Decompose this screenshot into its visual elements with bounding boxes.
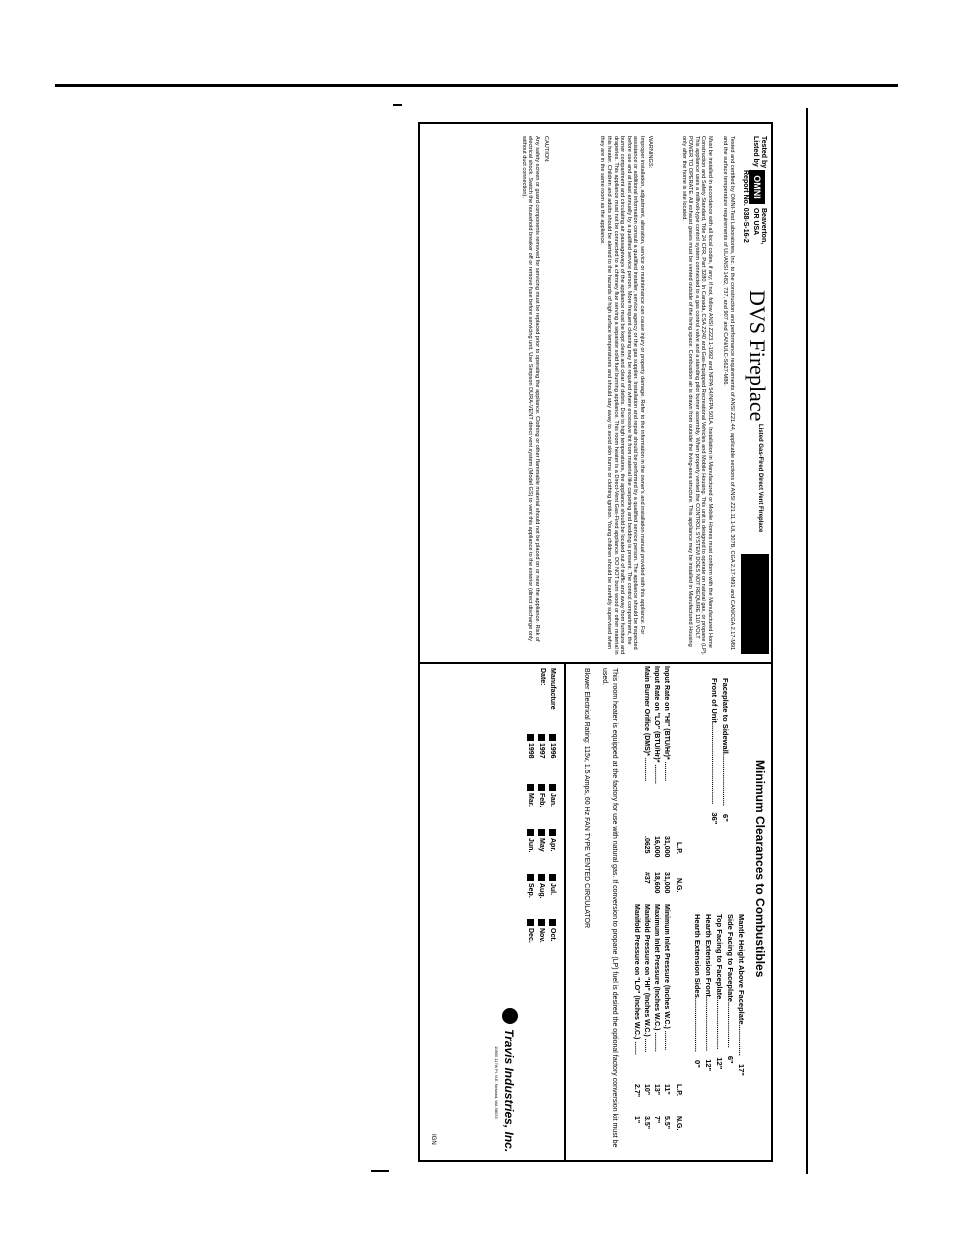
pressure-max-inlet-ng: 7" — [653, 1116, 660, 1124]
company-name: Travis Industries, Inc. — [502, 1029, 516, 1153]
pressure-manifold-hi-lp: 10" — [643, 1084, 650, 1096]
year-1997 — [537, 734, 546, 759]
month-text: Apr. — [549, 838, 556, 852]
clearance-label: Hearth Extension Front.......................... — [704, 914, 713, 1052]
rating-row-hi — [661, 666, 671, 781]
month-jun — [526, 829, 535, 852]
year-text: 1998 — [527, 743, 534, 759]
clearance-hearth-sides — [692, 914, 703, 1068]
month-text: Nov. — [538, 928, 545, 943]
report-number: Report No. 038-S-16-2 — [742, 170, 749, 243]
rating-label-text: Input Rate on "HI" (BTU/Hr)* .......... — [663, 666, 670, 782]
label-data-column — [420, 664, 771, 1160]
clearance-label: Side Facing to Faceplate...................... — [726, 914, 735, 1048]
year-1996 — [548, 734, 557, 759]
clearance-label: Front of Unit....................................... — [710, 678, 719, 805]
month-text: May — [538, 838, 545, 852]
clearance-front-of-unit — [709, 678, 720, 824]
pressure-min-inlet-lp: 11" — [663, 1084, 670, 1095]
scan-mark-top — [393, 104, 402, 106]
label-code: IGN — [430, 1134, 436, 1145]
top-rule — [55, 84, 898, 87]
product-name: DVS Fireplace — [745, 290, 770, 422]
travis-logo-icon — [502, 1008, 518, 1024]
month-nov — [537, 919, 546, 943]
clearance-label: Faceplate to Sidewall......................... — [721, 678, 730, 806]
month-text: Sep. — [527, 883, 534, 898]
rating-hi-ng: 31,000 — [663, 872, 670, 894]
tested-by-text: Tested by Listed by — [752, 136, 767, 169]
pressure-manifold-hi: Manifold Pressure on "HI" (Inches W.C.) ....... — [643, 904, 650, 1053]
serial-blackout — [741, 554, 769, 654]
warnings-heading: WARNINGS: — [647, 136, 653, 169]
scan-mark-bottom — [371, 1170, 389, 1172]
conversion-note: This room heater is equipped at the factory for use with natural gas. If conversion to propane (LP) fuel is desired the optional factory conversion kit must be used. — [601, 668, 618, 1148]
pressure-manifold-lo: Manifold Pressure on "LO" (Inches W.C.) ....... — [633, 904, 640, 1055]
manufacture-separator — [564, 664, 566, 1160]
rating-lo-ng: 18,600 — [653, 872, 660, 894]
month-sep — [526, 874, 535, 898]
month-jan — [548, 784, 557, 807]
month-apr — [548, 829, 557, 852]
ratings-col-lp: L.P. — [675, 842, 682, 854]
year-1998 — [526, 734, 535, 759]
pressure-manifold-hi-ng: 3.5" — [643, 1116, 650, 1130]
pressure-max-inlet: Maximum Inlet Pressure (Inches W.C.) .......... — [653, 904, 660, 1052]
month-text: Feb. — [538, 793, 545, 808]
month-dec — [526, 919, 535, 943]
rating-label — [418, 122, 773, 1162]
pressure-manifold-lo-ng: 1" — [633, 1116, 640, 1124]
clearance-value: 0" — [693, 1060, 702, 1068]
warnings-text: Improper installation, adjustment, alteration, service or maintenance can cause injury or property damage. Refer to the information in the owner's and installation manual provided with this appliance. For assistance or additional information consult a qualified installer, service agency or the gas supplier. Installation and repair should be performed by a qualified service person. The appliance should be inspected before use and at least annually by a qualified service person. More frequent cleaning may be required where excessive lint from material like carpeting and bedding is present. The control compartment, the burner compartment and circulating air passageways of the appliance must be kept clean and clear of debris. Due to high temperatures, the appliance should be located out of traffic and away from furniture and draperies. This appliance must not be connected to a chimney flue serving a separate solid fuel burning appliance. This room heater is a Direct-Vent Gas-Fired appliance. DO NOT burn wood or other material in this heater. Children and adults should be alerted to the hazards of high surface temperatures and should stay away to avoid skin burns or clothing ignition. Young children should be carefully supervised when they are in the same room as the appliance. — [599, 136, 645, 655]
clearance-side-facing — [725, 914, 736, 1064]
rating-hi-lp: 31,000 — [663, 836, 670, 858]
month-text: Jan. — [549, 793, 556, 808]
rating-label-text: Input Rate on "LO" (BTU/Hr)* .......... — [653, 666, 660, 784]
omni-location: Beaverton, OR USA — [752, 208, 767, 245]
clearance-value: 36" — [710, 812, 719, 825]
clearance-label: Mantle Height Above Faceplate............... — [737, 914, 746, 1056]
month-mar — [526, 784, 535, 807]
manufacture-date-label: Manufacture Date: — [539, 668, 556, 710]
listed-type: Listed Gas-Fired Direct Vent Fireplace — [757, 424, 763, 533]
blower-rating: Blower Electrical Rating: 115v, 1.5 Amps, 60 Hz FAN TYPE VENTED CIRCULATOR — [583, 668, 590, 928]
clearance-value: 12" — [704, 1059, 713, 1072]
pressure-manifold-lo-lp: 2.7" — [633, 1084, 640, 1098]
caution-heading: CAUTION: — [543, 136, 549, 163]
month-feb — [537, 784, 546, 807]
clearance-label: Top Facing to Faceplate........................ — [715, 914, 724, 1050]
month-text: Dec. — [527, 928, 534, 943]
installation-text: Must be installed in accordance with all local codes, if any; if not, follow ANSI Z223.1-1992 and NFPA 54/NFPA 501A. Installation in Manufactured or Mobile Homes must conform with the Manufactured Home Construction and Safety Standard, Title 24 CFR, Part 3280. In Canada, CSA Z240 and Gas-Equipped Recreational Vehicles and Mobile Housing. This unit is designed to operate on natural gas, or propane (LP). This appliance uses a millivolt-type control system connected to a gas control valve and a standing pilot burner assembly. When properly vented the CONTROL SYSTEM DOES NOT REQUIRE 110 VOLT POWER TO OPERATE. All exhaust gases must be vented outside of the living space. Combustion air is drawn from outside the living-area structure. This appliance may be installed in Manufactured Housing only after the home is site located. — [680, 136, 713, 656]
clearance-faceplate-sidewall — [720, 678, 731, 822]
rating-row-orifice — [641, 666, 651, 781]
month-oct — [548, 919, 557, 942]
month-jul — [548, 874, 557, 895]
year-text: 1997 — [538, 743, 545, 759]
rating-orifice-ng: #37 — [643, 872, 650, 884]
clearance-value: 12" — [715, 1057, 724, 1070]
year-text: 1996 — [549, 743, 556, 759]
pressure-col-lp: L.P. — [675, 1084, 682, 1096]
clearance-mantle-height — [736, 914, 747, 1076]
ratings-col-ng: N.G. — [675, 878, 682, 893]
rating-orifice-lp: .0625 — [643, 836, 650, 854]
certification-text: Tested and certified by OMNI-Test Laboratories, Inc. to the construction and performance requirements of ANSI Z21.44, applicable sections of ANSI Z21.11.1-UL 307B, CGA 2.17-M91 and CAN/CGA 2.17-M91 and the surface temperature requirements of UL/ANSI 1482, 737, and 907 and CAN/ULC-S627-M86. — [722, 136, 735, 651]
pressure-min-inlet: Minimum Inlet Pressure (Inches W.C.) .......... — [663, 904, 670, 1051]
clearance-label: Hearth Extension Sides.......................... — [693, 914, 702, 1052]
month-text: Aug. — [538, 883, 545, 899]
company-address: 10850 117th Pl. N.E. Kirkland, WA 98033 — [494, 1046, 499, 1119]
rating-label-content — [418, 122, 773, 1162]
clearance-value: 6" — [726, 1055, 735, 1064]
rating-row-lo — [651, 666, 661, 784]
clearance-value: 6" — [721, 814, 730, 822]
pressure-col-ng: N.G. — [675, 1116, 682, 1131]
pressure-max-inlet-lp: 13" — [653, 1084, 660, 1096]
clearance-hearth-front — [703, 914, 714, 1071]
caution-text: Any safety screen or guard components removed for servicing must be replaced prior to operating the appliance. Clothing or other flammable material should not be placed on or near the appliance. Risk of electrical shock. Switch the household breaker off or remove fuse before servicing unit. Use Simpson DURA-VENT direct vent system (Model GS) to vent this appliance to the exterior (direct discharge only without duct connection). — [520, 136, 540, 642]
month-text: Oct. — [549, 928, 556, 942]
month-text: Jun. — [527, 838, 534, 853]
rating-label-text: Main Burner Orifice (DMS)* ............ — [643, 666, 650, 782]
month-text: Jul. — [549, 883, 556, 896]
month-may — [537, 829, 546, 852]
pressure-min-inlet-ng: 5.5" — [663, 1116, 670, 1130]
clearance-value: 17" — [737, 1063, 746, 1076]
rating-lo-lp: 16,000 — [653, 836, 660, 858]
month-aug — [537, 874, 546, 899]
month-text: Mar. — [527, 793, 534, 808]
omni-logo: OMNI — [749, 170, 765, 204]
label-warning-column — [420, 124, 771, 664]
clearances-title: Minimum Clearances to Combustibles — [753, 760, 767, 978]
clearance-top-facing — [714, 914, 725, 1069]
right-margin-line — [806, 108, 808, 1174]
